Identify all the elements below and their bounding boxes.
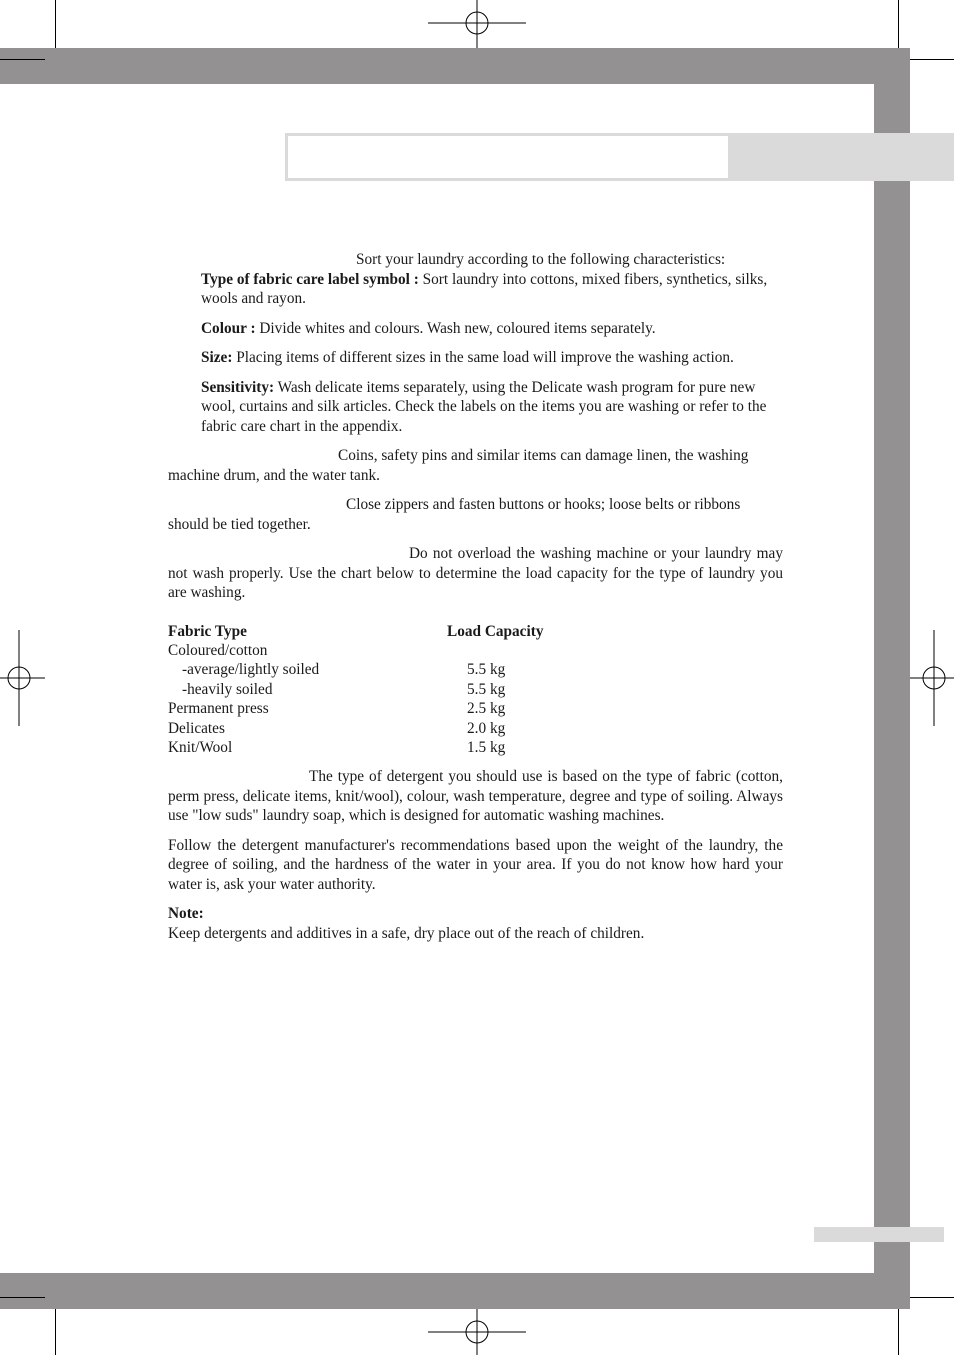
fabric-type-cell: -heavily soiled	[182, 680, 273, 698]
fasteners-paragraph: Close zippers and fasten buttons or hooks; loose belts or ribbons should be tied together.	[168, 496, 741, 533]
load-capacity-cell: 1.5 kg	[467, 738, 506, 756]
characteristic-fabric-type	[168, 270, 783, 309]
characteristic-text: Sort laundry into cottons, mixed fibers, synthetics, silks, wools and rayon.	[201, 270, 768, 307]
registration-mark-top	[428, 0, 526, 48]
characteristic-label: Sensitivity:	[201, 378, 275, 396]
characteristic-text: Wash delicate items separately, using the Delicate wash program for pure new wool, curtains and silk articles. Check the labels on the items you are washing or refer to the fabric care chart in the appendix.	[201, 378, 767, 435]
right-frame-bar	[874, 48, 910, 1309]
load-capacity-cell: 2.0 kg	[467, 719, 506, 737]
table-row	[168, 680, 543, 699]
characteristic-label: Size:	[201, 349, 233, 366]
characteristic-sensitivity	[168, 378, 783, 437]
note-label: Note:	[168, 905, 204, 923]
fabric-type-cell: Knit/Wool	[168, 738, 233, 756]
load-capacity-table	[168, 622, 543, 758]
section-title-tab	[731, 133, 954, 181]
table-row	[168, 719, 543, 738]
fabric-type-cell: -average/lightly soiled	[182, 661, 320, 679]
table-row	[168, 641, 543, 660]
characteristic-text: Placing items of different sizes in the same load will improve the washing action.	[232, 349, 734, 366]
table-row	[168, 660, 543, 679]
bottom-frame-bar	[0, 1273, 910, 1309]
fabric-type-cell: Permanent press	[168, 700, 269, 718]
load-capacity-cell	[447, 641, 543, 660]
document-body	[168, 250, 783, 953]
registration-mark-bottom	[428, 1309, 526, 1355]
characteristic-size	[168, 348, 783, 368]
sorting-intro: Sort your laundry according to the following characteristics:	[356, 251, 726, 268]
detergent-paragraph: The type of detergent you should use is based on the type of fabric (cotton, perm press, delicate items, knit/wool), colour, wash temperature, degree and type of soiling. Always use "low suds" laundry soap, which is designed for automatic washing machines.	[168, 768, 783, 825]
table-header-row	[168, 622, 543, 641]
fabric-type-cell: Coloured/cotton	[168, 641, 268, 659]
section-title-box	[285, 133, 731, 181]
pockets-paragraph: Coins, safety pins and similar items can damage linen, the washing machine drum, and the water tank.	[168, 447, 749, 484]
load-paragraph: Do not overload the washing machine or your laundry may not wash properly. Use the chart below to determine the load capacity for the type of laundry you are washing.	[168, 545, 783, 601]
manufacturer-paragraph: Follow the detergent manufacturer's recommendations based upon the weight of the laundry, the degree of soiling, and the hardness of the water in your area. If you do not know how hard your water is, ask your water authority.	[168, 836, 783, 893]
registration-mark-left	[0, 630, 45, 726]
note-text: Keep detergents and additives in a safe, dry place out of the reach of children.	[168, 924, 645, 942]
table-row	[168, 738, 543, 757]
characteristic-colour	[168, 319, 783, 339]
table-header-fabric-type: Fabric Type	[168, 622, 247, 640]
registration-mark-right	[910, 630, 954, 726]
fabric-type-cell: Delicates	[168, 719, 225, 737]
characteristic-label: Colour :	[201, 319, 256, 337]
page-number-tab	[814, 1227, 944, 1242]
characteristic-label: Type of fabric care label symbol :	[201, 270, 419, 288]
load-capacity-cell: 2.5 kg	[467, 700, 506, 718]
table-row	[168, 699, 543, 718]
load-capacity-cell: 5.5 kg	[467, 680, 506, 698]
load-capacity-cell: 5.5 kg	[467, 661, 506, 679]
table-header-load-capacity: Load Capacity	[447, 622, 544, 640]
top-frame-bar	[0, 48, 910, 84]
characteristic-text: Divide whites and colours. Wash new, coloured items separately.	[255, 319, 656, 337]
